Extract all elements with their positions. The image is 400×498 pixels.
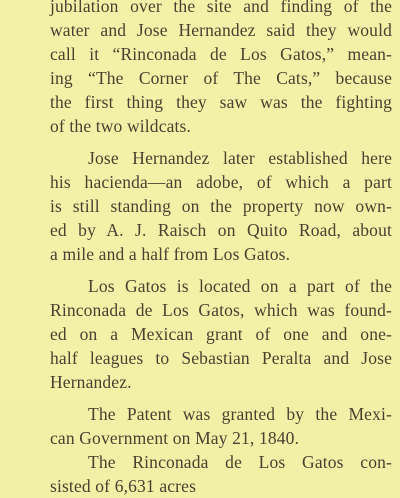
text-line: Rinconada de Los Gatos, which was found- [50,300,392,320]
text-line: the first thing they saw was the fighting [50,92,392,112]
paragraph-hacienda [50,146,392,266]
text-line: ed on a Mexican grant of one and one- [50,324,392,344]
text-line: a mile and a half from Los Gatos. [50,244,291,264]
text-line: Los Gatos is located on a part of the [88,276,392,296]
text-line: Jose Hernandez later established here [88,148,392,168]
text-line: call it “Rinconada de Los Gatos,” mean- [50,44,392,64]
text-column [50,0,392,498]
paragraph-gap [50,138,392,146]
paragraph-site-naming [50,0,392,138]
text-line: Hernandez. [50,372,132,392]
text-line: ed by A. J. Raisch on Quito Road, about [50,220,392,240]
paragraph-gap [50,266,392,274]
paragraph-acreage [50,450,392,498]
text-line: sisted of 6,631 acres [50,476,197,496]
paragraph-location [50,274,392,394]
text-line: jubilation over the site and finding of the [50,0,392,16]
text-line: ing “The Corner of The Cats,” because [50,68,392,88]
paragraph-patent [50,402,392,450]
text-line: water and Jose Hernandez said they would [50,20,392,40]
text-line: his hacienda—an adobe, of which a part [50,172,392,192]
paragraph-gap [50,394,392,402]
text-line: half leagues to Sebastian Peralta and Jose [50,348,392,368]
text-line: The Rinconada de Los Gatos con- [88,452,392,472]
text-line: is still standing on the property now own- [50,196,392,216]
text-line: can Government on May 21, 1840. [50,428,300,448]
text-line: The Patent was granted by the Mexi- [88,404,392,424]
text-line: of the two wildcats. [50,116,192,136]
